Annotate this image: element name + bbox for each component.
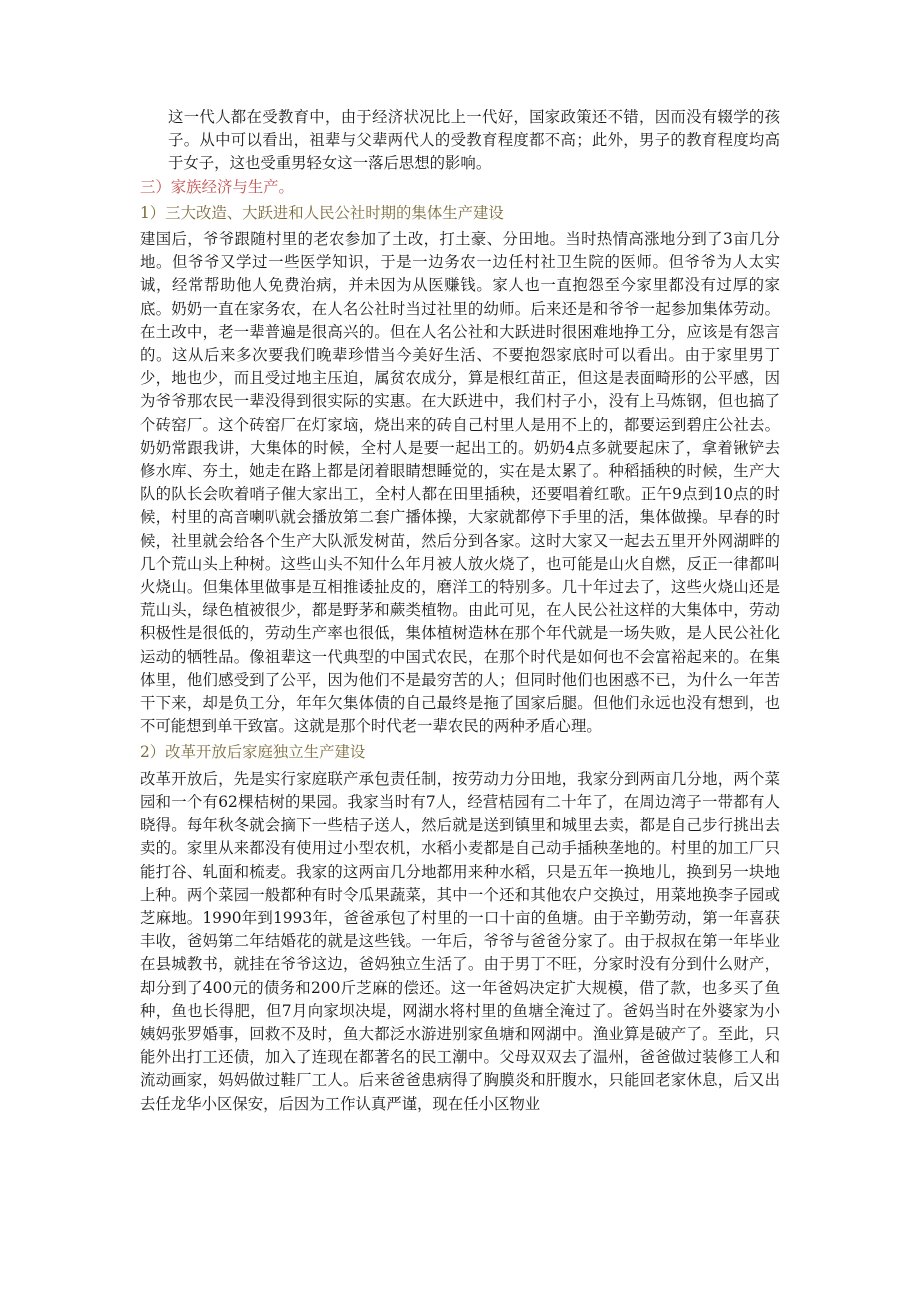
subsection-2-title: 2）改革开放后家庭独立生产建设 [140,743,366,762]
subsection-2-body: 改革开放后，先是实行家庭联产承包责任制，按劳动力分田地，我家分到两亩几分地，两个菜园和一个有62棵桔树的果园。我家当时有7人，经营桔园有二十年了，在周边湾子一带都有人晓得。每年秋冬就会摘下一些桔子送人，然后就是送到镇里和城里去卖，都是自己步行挑出去卖的。家里从来都没有使用过小型农机，水稻小麦都是自己动手插秧垄地的。村里的加工厂只能打谷、轧面和梳麦。我家的这两亩几分地都用来种水稻，只是五年一换地儿，换到另一块地上种。两个菜园一般都种有时令瓜果蔬菜，其中一个还和其他农户交换过，用菜地换李子园或芝麻地。1990年到1993年，爸爸承包了村里的一口十亩的鱼塘。由于辛勤劳动，第一年喜获丰收，爸妈第二年结婚花的就是这些钱。一年后，爷爷与爸爸分家了。由于叔叔在第一年毕业在县城教书，就挂在爷爷这边，爸妈独立生活了。由于男丁不旺，分家时没有分到什么财产，却分到了400元的债务和200斤芝麻的偿还。这一年爸妈决定扩大规模，借了款，也多买了鱼种，鱼也长得肥，但7月向家坝决堤，网湖水将村里的鱼塘全淹过了。爸妈当时在外婆家为小姨妈张罗婚事，回救不及时，鱼大都泛水游进别家鱼塘和网湖中。渔业算是破产了。至此，只能外出打工还债，加入了连现在都著名的民工潮中。父母双双去了温州，爸爸做过装修工人和流动画家，妈妈做过鞋厂工人。后来爸爸患病得了胸膜炎和肝腹水，只能回老家休息，后又出去任龙华小区保安，后因为工作认真严谨，现在任小区物业 [140,769,780,1113]
document-body [140,106,780,1116]
section-heading: 三）家族经济与生产。 [140,177,294,196]
subsection-1-body: 建国后，爷爷跟随村里的老农参加了土改，打土豪、分田地。当时热情高涨地分到了3亩几分地。但爷爷又学过一些医学知识，于是一边务农一边任村社卫生院的医师。但爷爷为人太实诚，经常帮助他人免费治病，并未因为从医赚钱。家人也一直抱怨至今家里都没有过厚的家底。奶奶一直在家务农，在人名公社时当过社里的幼师。后来还是和爷爷一起参加集体劳动。在土改中，老一辈普遍是很高兴的。但在人名公社和大跃进时很困难地挣工分，应该是有怨言的。这从后来多次要我们晚辈珍惜当今美好生活、不要抱怨家底时可以看出。由于家里男丁少，地也少，而且受过地主压迫，属贫农成分，算是根红苗正，但这是表面畸形的公平感，因为爷爷那农民一辈没得到很实际的实惠。在大跃进中，我们村子小，没有上马炼钢，但也搞了个砖窑厂。这个砖窑厂在灯家垴，烧出来的砖自己村里人是用不上的，都要运到碧庄公社去。奶奶常跟我讲，大集体的时候，全村人是要一起出工的。奶奶4点多就要起床了，拿着锹铲去修水库、夯土，她走在路上都是闭着眼睛想睡觉的，实在是太累了。种稻插秧的时候，生产大队的队长会吹着哨子催大家出工，全村人都在田里插秧，还要唱着红歌。正午9点到10点的时候，村里的高音喇叭就会播放第二套广播体操，大家就都停下手里的活，集体做操。早春的时候，社里就会给各个生产大队派发树苗，然后分到各家。这时大家又一起去五里开外网湖畔的几个荒山头上种树。这些山头不知什么年月被人放火烧了，也可能是山火自燃，反正一律都叫火烧山。但集体里做事是互相推诿扯皮的，磨洋工的特别多。几十年过去了，这些火烧山还是荒山头，绿色植被很少，都是野茅和蕨类植物。由此可见，在人民公社这样的大集体中，劳动积极性是很低的，劳动生产率也很低，集体植树造林在那个年代就是一场失败，是人民公社化运动的牺牲品。像祖辈这一代典型的中国式农民，在那个时代是如何也不会富裕起来的。在集体里，他们感受到了公平，因为他们不是最穷苦的人；但同时他们也困惑不已，为什么一年苦干下来，却是负工分，年年欠集体债的自己最终是拖了国家后腿。但他们永远也没有想到，也不可能想到单干致富。这就是那个时代老一辈农民的两种矛盾心理。 [140,230,780,736]
subsection-1-title: 1）三大改造、大跃进和人民公社时期的集体生产建设 [140,203,504,222]
intro-paragraph: 这一代人都在受教育中，由于经济状况比上一代好，国家政策还不错，因而没有辍学的孩子。从中可以看出，祖辈与父辈两代人的受教育程度都不高；此外，男子的教育程度均高于女子，这也受重男轻女这一落后思想的影响。 [168,108,780,173]
